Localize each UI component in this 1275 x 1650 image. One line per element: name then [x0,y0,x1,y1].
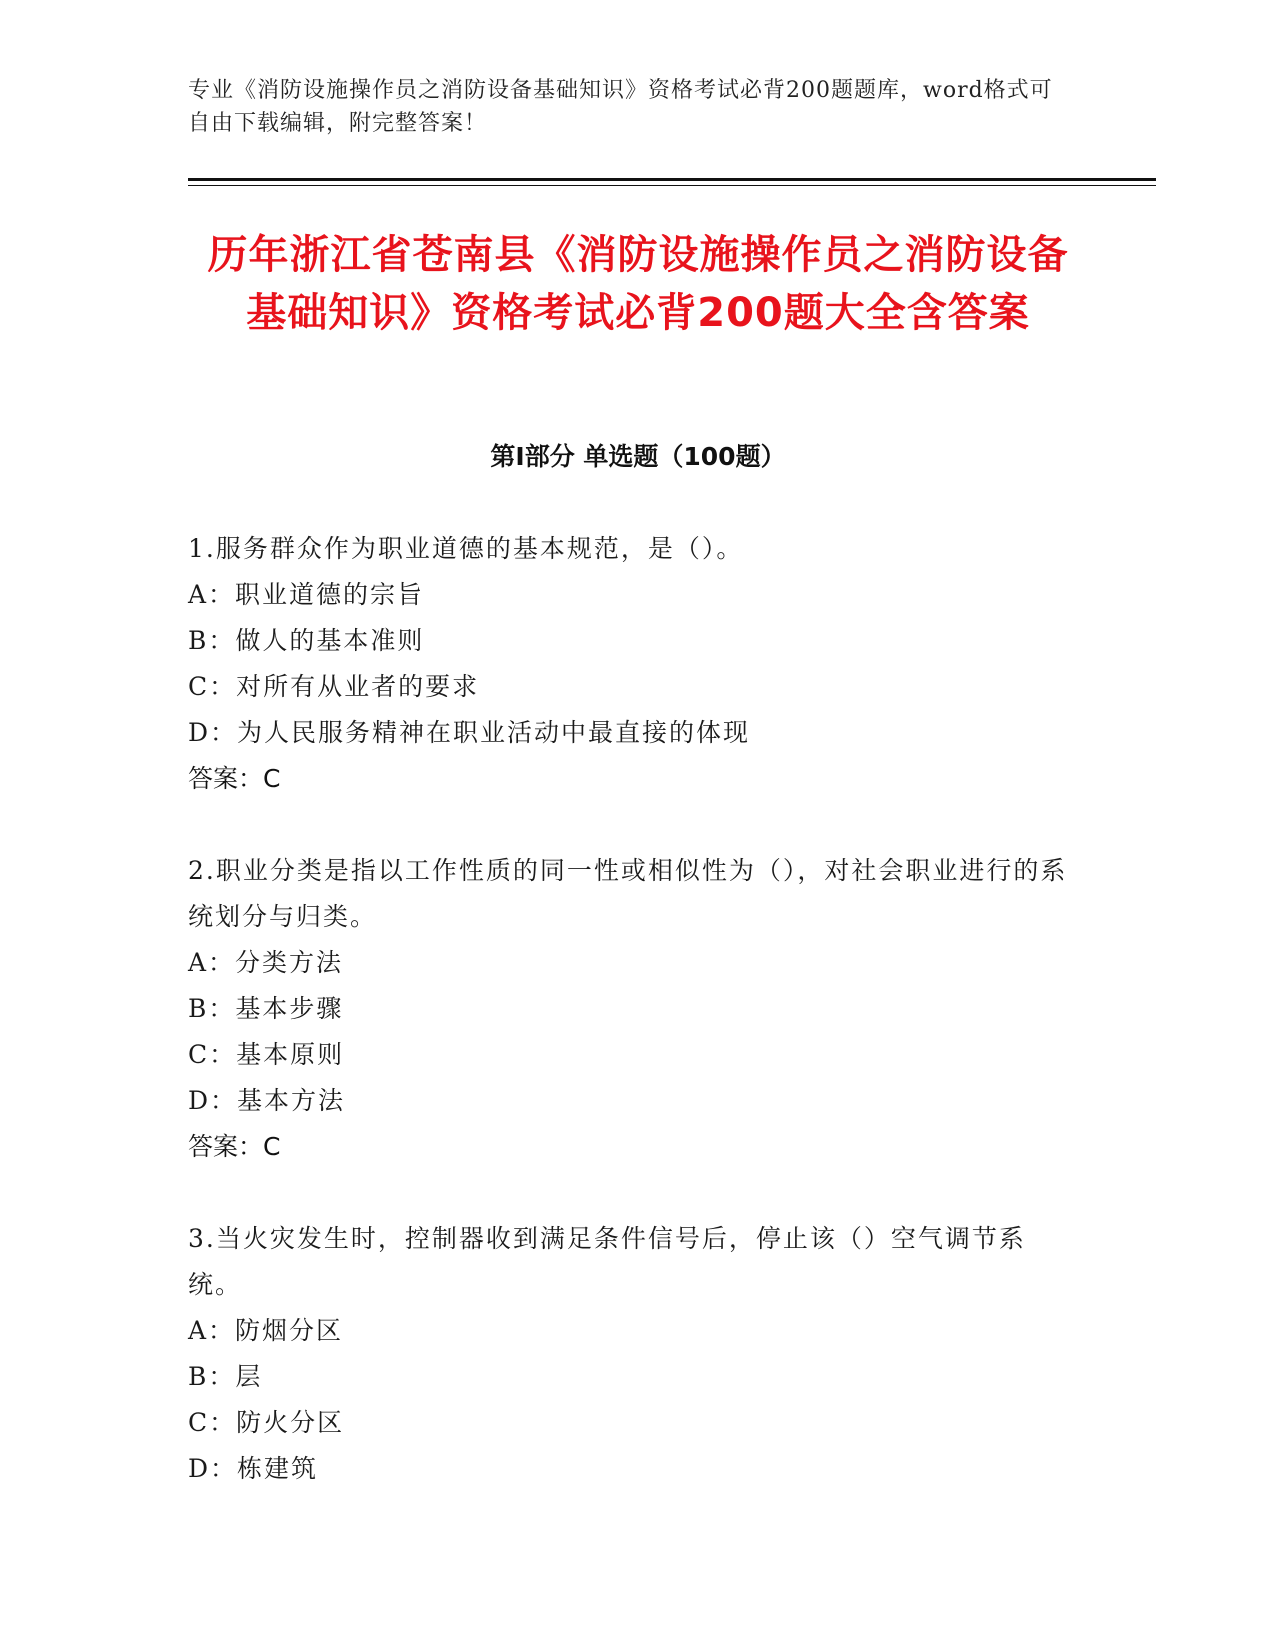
answer: 答案：C [188,1132,281,1161]
question-text: 2.职业分类是指以工作性质的同一性或相似性为（），对社会职业进行的系统划分与归类。 [188,856,1068,931]
option-b: B：层 [188,1362,263,1391]
section-heading: 第Ⅰ部分 单选题（100题） [490,442,786,471]
document-title: 历年浙江省苍南县《消防设施操作员之消防设备基础知识》资格考试必背200题大全含答案 [207,232,1069,336]
option-c: C：对所有从业者的要求 [188,672,480,701]
option-c: C：防火分区 [188,1408,345,1437]
question-1 [188,526,1068,802]
question-text: 3.当火灾发生时，控制器收到满足条件信号后，停止该（）空气调节系统。 [188,1224,1026,1299]
option-d: D：基本方法 [188,1086,346,1115]
header-rule-thick [188,178,1156,181]
answer: 答案：C [188,764,281,793]
question-list [188,526,1068,1538]
header-rule-thin [188,185,1156,186]
option-a: A：职业道德的宗旨 [188,580,425,609]
option-b: B：做人的基本准则 [188,626,425,655]
option-a: A：分类方法 [188,948,344,977]
question-3 [188,1216,1068,1492]
option-a: A：防烟分区 [188,1316,344,1345]
question-2 [188,848,1068,1170]
option-b: B：基本步骤 [188,994,344,1023]
option-c: C：基本原则 [188,1040,345,1069]
option-d: D：栋建筑 [188,1454,319,1483]
option-d: D：为人民服务精神在职业活动中最直接的体现 [188,718,751,747]
question-text: 1.服务群众作为职业道德的基本规范，是（）。 [188,534,744,563]
header-note: 专业《消防设施操作员之消防设备基础知识》资格考试必背200题题库，word格式可自由下载编辑，附完整答案！ [188,78,1053,136]
